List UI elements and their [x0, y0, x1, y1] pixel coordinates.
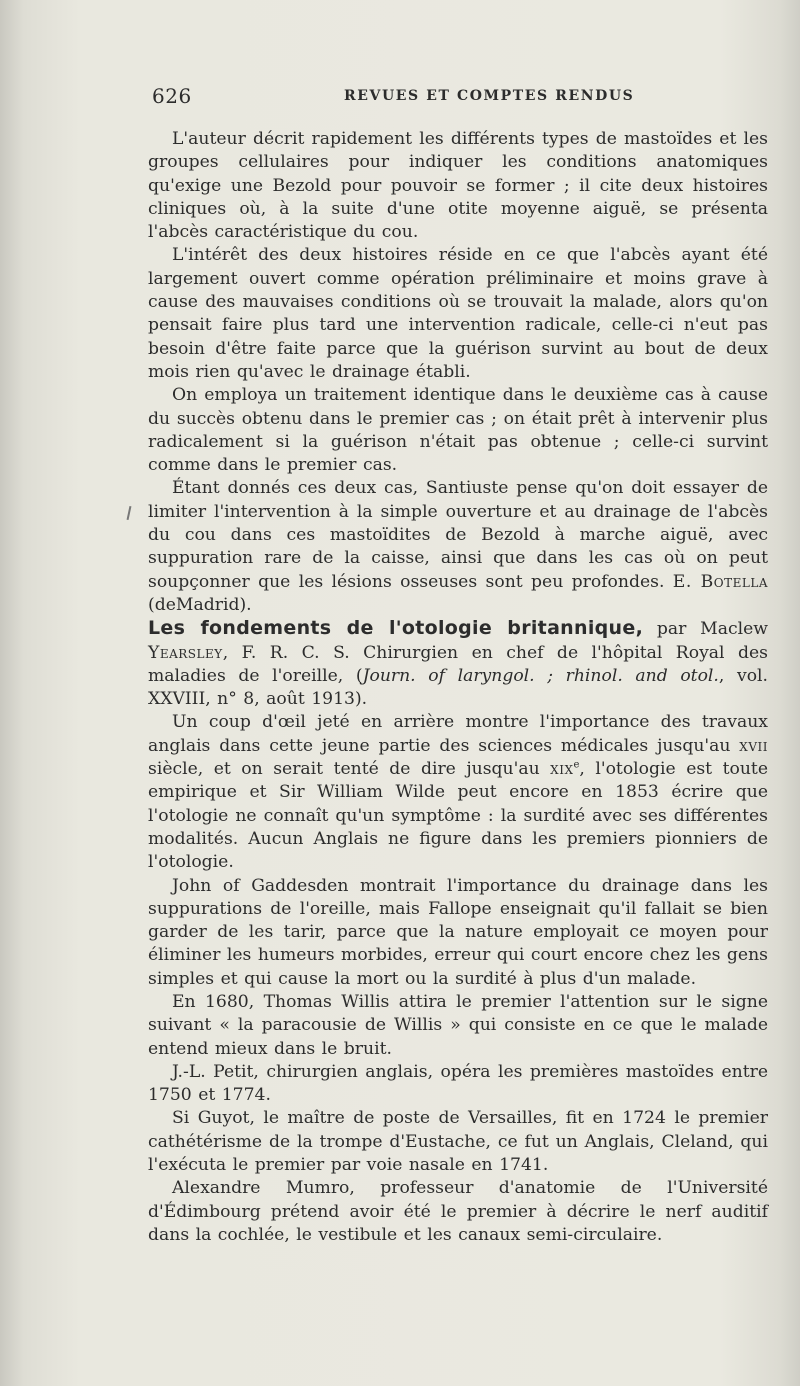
paragraph-5-b: siècle, et on serait tenté de dire jusqu'au [148, 759, 551, 780]
article-body [148, 128, 768, 1247]
page-header [148, 84, 788, 108]
review-ref-close: , vol. XXVIII, n° 8, août 1913). [148, 665, 768, 710]
century-17: xvii [739, 735, 768, 756]
paragraph-1: L'auteur décrit rapidement les différents types de mastoïdes et les groupes cellulaires pour indiquer les conditions anatomiques qu'exige une Bezold pour pouvoir se former ; il cite deux histoires cliniques où, à la suite d'une otite moyenne aiguë, se présenta l'abcès caractéristique du cou. [148, 129, 768, 243]
century-19-sup: e [573, 759, 580, 771]
paragraph-2: L'intérêt des deux histoires réside en ce que l'abcès ayant été largement ouvert comme opération préliminaire et moins grave à cause des mauvaises conditions où se trouvait la malade, alors qu'on pensait faire plus tard une intervention radicale, celle-ci n'eut pas besoin d'être faite parce que la guérison survint au bout de deux mois rien qu'avec le drainage établi. [148, 245, 768, 382]
review-title: Les fondements de l'otologie britannique, [148, 617, 644, 640]
review-heading [148, 617, 768, 711]
review-ref-open: ( [355, 665, 363, 686]
review-by: par Maclew [656, 619, 769, 640]
paragraph-5-a: Un coup d'œil jeté en arrière montre l'importance des travaux anglais dans cette jeune partie des sciences médicales jusqu'au [148, 712, 768, 756]
reviewer-name: E. Botella [672, 571, 768, 592]
review-journal: Journ. of laryngol. ; rhinol. and otol. [362, 665, 719, 686]
paragraph-6: John of Gaddesden montrait l'importance du drainage dans les suppurations de l'oreille, mais Fallope enseignait qu'il fallait se bien garder de les tarir, parce que la nature employait ce moyen pour éliminer les humeurs morbides, erreur qui court encore chez les gens simples et qui cause la mort ou la surdité à plus d'un malade. [148, 875, 768, 989]
paragraph-7: En 1680, Thomas Willis attira le premier l'attention sur le signe suivant « la paracousie de Willis » qui consiste en ce que le malade entend mieux dans le bruit. [148, 991, 768, 1059]
paragraph-3: On employa un traitement identique dans le deuxième cas à cause du succès obtenu dans le premier cas ; on était prêt à intervenir plus radicalement si la guérison n'était pas obtenue ; celle-ci survint comme dans le premier cas. [148, 385, 768, 476]
paragraph-5-c: , l'otologie est toute empirique et Sir William Wilde peut encore en 1853 écrire que l'otologie ne connaît qu'un symptôme : la surdité avec ses différentes modalités. Aucun Anglais ne figure dans les premiers pionniers de l'otologie. [148, 759, 768, 873]
paragraph-8: J.-L. Petit, chirurgien anglais, opéra les premières mastoïdes entre 1750 et 1774. [148, 1061, 768, 1106]
running-head: REVUES ET COMPTES RENDUS [344, 88, 635, 104]
review-author-rest: , F. R. C. S. Chirurgien en chef de l'hôpital Royal des maladies de l'oreille, [148, 642, 768, 686]
paragraph-9: Si Guyot, le maître de poste de Versailles, fit en 1724 le premier cathétérisme de la trompe d'Eustache, ce fut un Anglais, Cleland, qui l'exécuta le premier par voie nasale en 1741. [148, 1108, 768, 1176]
paragraph-5 [148, 711, 768, 874]
paragraph-4-text: Étant donnés ces deux cas, Santiuste pense qu'on doit essayer de limiter l'intervention à la simple ouverture et au drainage de l'abcès du cou dans ces mastoïdites de Bezold à marche aiguë, avec suppuration rare de la caisse, ainsi que dans les cas où on peut soupçonner que les lésions osseuses sont peu profondes. [148, 478, 768, 592]
review-author: Yearsley [148, 642, 223, 663]
century-19: xix [550, 759, 574, 780]
reviewer-place: (deMadrid). [148, 594, 252, 615]
paragraph-4 [148, 477, 768, 617]
page-number: 626 [152, 84, 192, 108]
paragraph-10: Alexandre Mumro, professeur d'anatomie de l'Université d'Édimbourg prétend avoir été le premier à décrire le nerf auditif dans la cochlée, le vestibule et les canaux semi-circulaire. [148, 1178, 768, 1245]
margin-mark [127, 506, 132, 520]
